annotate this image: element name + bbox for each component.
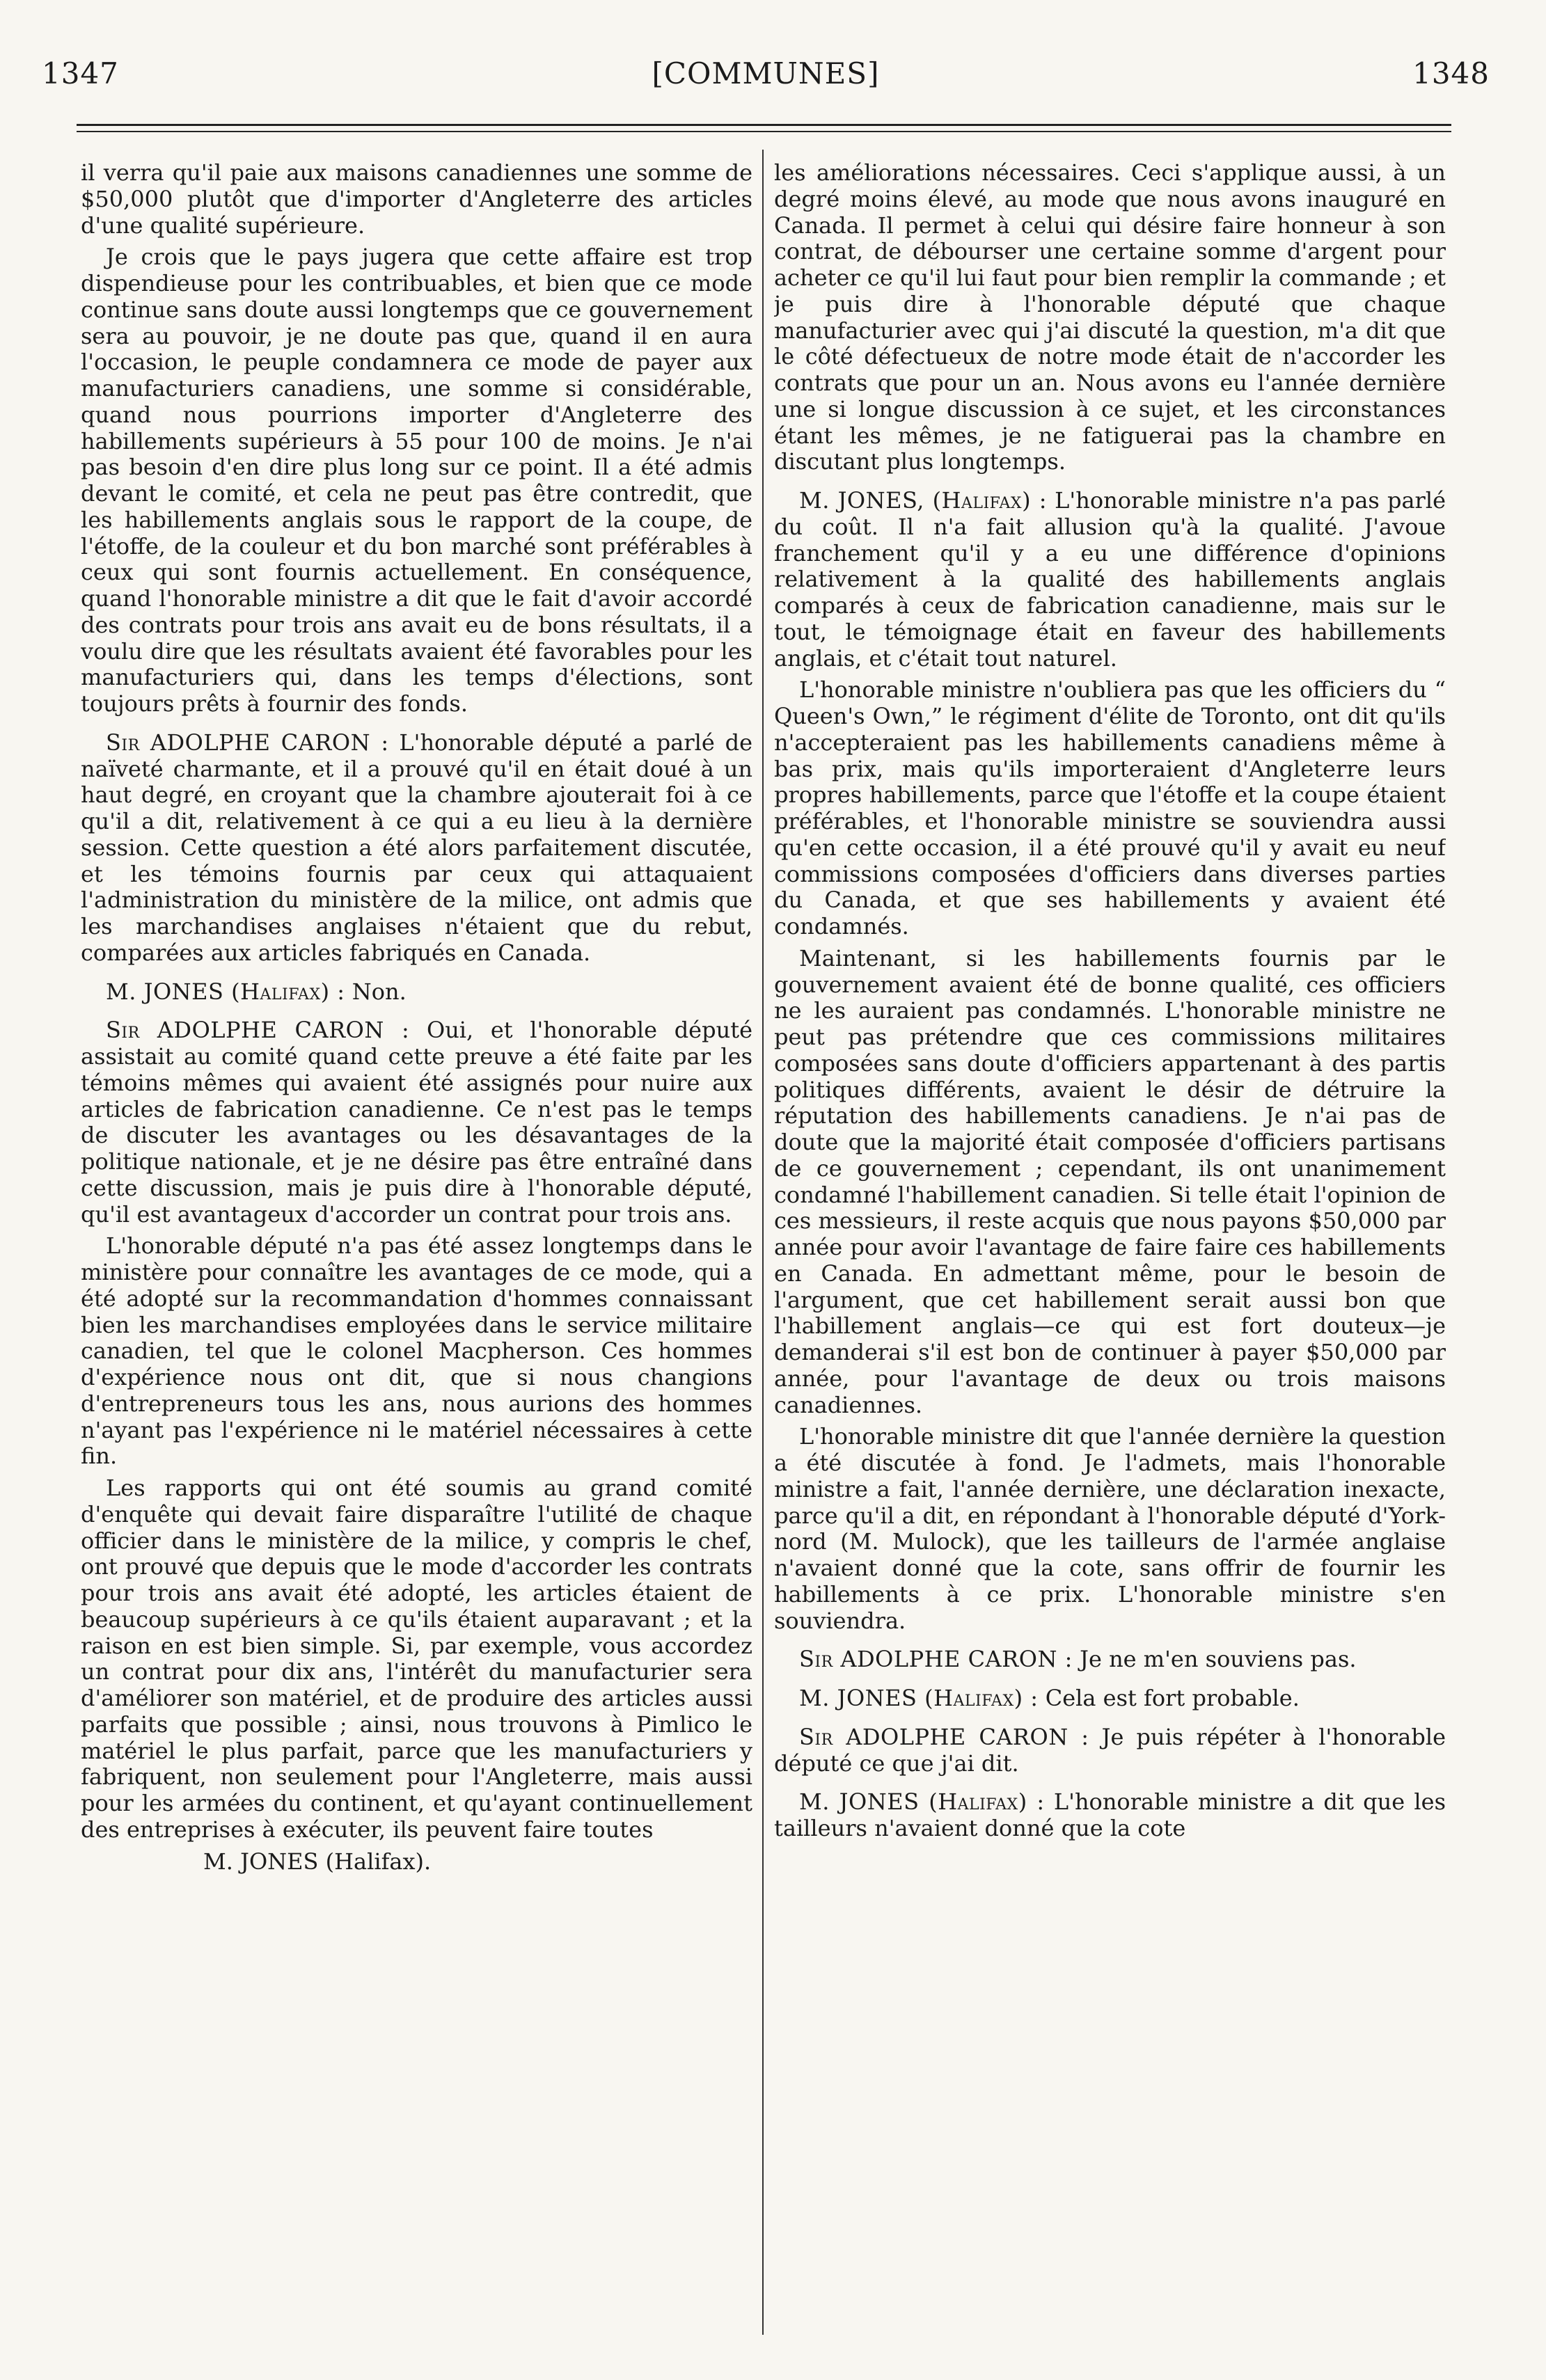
- paragraph: L'honorable député n'a pas été assez longtemps dans le ministère pour connaître les avantages de ce mode, qui a été adopté sur la recommandation d'hommes connaissant bien les marchandises employées dans le service militaire canadien, tel que le colonel Macpherson. Ces hommes d'expérience nous ont dit, que si nous changions d'entrepreneurs tous les ans, nous aurions des hommes n'ayant pas l'expérience ni le matériel nécessaires à cette fin.: [81, 1232, 752, 1470]
- speech: [81, 979, 752, 1006]
- speaker-name: Sir ADOLPHE CARON :: [106, 1017, 410, 1044]
- speech-text: Non.: [352, 978, 407, 1005]
- speech: [774, 1789, 1446, 1842]
- header-rule-bottom: [77, 131, 1451, 132]
- speech-text: Oui, et l'honorable député assistait au comité quand cette preuve a été faite par les témoins mêmes qui avaient été assignés pour nuire aux articles de fabrication canadienne. Ce n'est pas le temps de discuter les avantages ou les désavantages de la politique nationale, et je ne désire pas être entraîné dans cette discussion, mais je puis dire à l'honorable député, qu'il est avantageux d'accorder un contrat pour trois ans.: [81, 1017, 752, 1228]
- speech: [81, 1017, 752, 1228]
- right-page-number: 1348: [1412, 56, 1490, 90]
- speaker-name: Sir ADOLPHE CARON :: [106, 729, 389, 756]
- running-title: [COMMUNES]: [652, 56, 880, 90]
- paragraph: les améliorations nécessaires. Ceci s'applique aussi, à un degré moins élevé, au mode que nous avons inauguré en Canada. Il permet à celui qui désire faire honneur à son contrat, de débourser une certaine somme d'argent pour acheter ce qu'il lui faut pour bien remplir la commande ; et je puis dire à l'honorable député que chaque manufacturier avec qui j'ai discuté la question, m'a dit que le côté défectueux de notre mode était de n'accorder les contrats que pour un an. Nous avons eu l'année dernière une si longue discussion à ce sujet, et les circonstances étant les mêmes, je ne fatiguerai pas la chambre en discutant plus longtemps.: [774, 160, 1446, 475]
- speaker-name: Sir ADOLPHE CARON :: [799, 1646, 1073, 1673]
- speech-text: Cela est fort probable.: [1045, 1685, 1300, 1711]
- speech: [774, 1724, 1446, 1777]
- speech: [774, 1647, 1446, 1673]
- catchword: M. JONES (Halifax).: [203, 1848, 432, 1875]
- paragraph: L'honorable ministre dit que l'année dernière la question a été discutée à fond. Je l'admets, mais l'honorable ministre a fait, l'année dernière, une déclaration inexacte, parce qu'il a dit, en répondant à l'honorable député d'York-nord (M. Mulock), que les tailleurs de l'armée anglaise n'avaient donné que la cote, sans offrir de fournir les habillements à ce prix. L'honorable ministre s'en souviendra.: [774, 1423, 1446, 1634]
- left-page-number: 1347: [42, 56, 119, 90]
- speech-text: L'honorable député a parlé de naïveté charmante, et il a prouvé qu'il en était doué à un haut degré, en croyant que la chambre ajouterait foi à ce qu'il a dit, relativement à ce qui a eu lieu à la dernière session. Cette question a été alors parfaitement discutée, et les témoins fournis par ceux qui attaquaient l'administration du ministère de la milice, ont admis que les marchandises anglaises n'étaient que du rebut, comparées aux articles fabriqués en Canada.: [81, 729, 752, 966]
- speech-text: L'honorable ministre n'a pas parlé du coût. Il n'a fait allusion qu'à la qualité. J'avoue franchement qu'il y a eu une différence d'opinions relativement à la qualité des habillements anglais comparés à ceux de fabrication canadienne, mais sur le tout, le témoignage était en faveur des habillements anglais, et c'était tout naturel.: [774, 487, 1446, 672]
- paragraph: Je crois que le pays jugera que cette affaire est trop dispendieuse pour les contribuables, et bien que ce mode continue sans doute aussi longtemps que ce gouvernement sera au pouvoir, je ne doute pas que, quand il en aura l'occasion, le peuple condamnera ce mode de payer aux manufacturiers canadiens, une somme si considérable, quand nous pourrions importer d'Angleterre des habillements supérieurs à 55 pour 100 de moins. Je n'ai pas besoin d'en dire plus long sur ce point. Il a été admis devant le comité, et cela ne peut pas être contredit, que les habillements anglais sous le rapport de la coupe, de l'étoffe, de la couleur et du bon marché sont préférables à ceux qui sont fournis actuellement. En conséquence, quand l'honorable ministre a dit que le fait d'avoir accordé des contrats pour trois ans avait eu de bons résultats, il a voulu dire que les résultats avaient été favorables pour les manufacturiers qui, dans les temps d'élections, sont toujours prêts à fournir des fonds.: [81, 244, 752, 717]
- right-column: [774, 160, 1446, 2331]
- speech: [81, 730, 752, 967]
- speaker-name: M. JONES (Halifax) :: [106, 978, 345, 1005]
- column-divider: [762, 150, 764, 2335]
- speaker-name: M. JONES (Halifax) :: [799, 1685, 1039, 1711]
- left-column: [81, 160, 752, 2331]
- paragraph: Les rapports qui ont été soumis au grand comité d'enquête qui devait faire disparaître l'utilité de chaque officier dans le ministère de la milice, y compris le chef, ont prouvé que depuis que le mode d'accorder les contrats pour trois ans avait été adopté, les articles étaient de beaucoup supérieurs à ce qu'ils étaient auparavant ; et la raison en est bien simple. Si, par exemple, vous accordez un contrat pour dix ans, l'intérêt du manufacturier sera d'améliorer son matériel, et de produire des articles aussi parfaits que possible ; ainsi, nous trouvons à Pimlico le matériel le plus parfait, parce que les manufacturiers y fabriquent, non seulement pour l'Angleterre, mais aussi pour les armées du continent, et qu'ayant continuellement des entreprises à exécuter, ils peuvent faire toutes: [81, 1475, 752, 1843]
- page-header: [42, 49, 1490, 97]
- speech-text: Je ne m'en souviens pas.: [1080, 1646, 1357, 1673]
- speaker-name: M. JONES (Halifax) :: [799, 1788, 1045, 1816]
- paragraph: L'honorable ministre n'oubliera pas que les officiers du “ Queen's Own,” le régiment d'élite de Toronto, ont dit qu'ils n'accepteraient pas les habillements canadiens même à bas prix, mais qu'ils importeraient d'Angleterre leurs propres habillements, parce que l'étoffe et la coupe étaient préférables, et l'honorable ministre se souviendra aussi qu'en cette occasion, il a été prouvé qu'il y avait eu neuf commissions composées d'officiers dans diverses parties du Canada, et que ses habillements y avaient été condamnés.: [774, 676, 1446, 939]
- paragraph: il verra qu'il paie aux maisons canadiennes une somme de $50,000 plutôt que d'importer d'Angleterre des articles d'une qualité supérieure.: [81, 160, 752, 239]
- speaker-name: M. JONES, (Halifax) :: [799, 487, 1047, 514]
- header-rule-top: [77, 124, 1451, 126]
- speech: [774, 1685, 1446, 1712]
- speech-text: Je puis répéter à l'honorable député ce que j'ai dit.: [774, 1723, 1446, 1777]
- paragraph: Maintenant, si les habillements fournis par le gouvernement avaient été de bonne qualité, ces officiers ne les auraient pas condamnés. L'honorable ministre ne peut pas prétendre que ces commissions militaires composées sans doute d'officiers appartenant à des partis politiques différents, avaient le désir de détruire la réputation des habillements canadiens. Je n'ai pas de doute que la majorité était composée d'officiers partisans de ce gouvernement ; cependant, ils ont unanimement condamné l'habillement canadien. Si telle était l'opinion de ces messieurs, il reste acquis que nous payons $50,000 par année pour avoir l'avantage de faire faire ces habillements en Canada. En admettant même, pour le besoin de l'argument, que cet habillement serait aussi bon que l'habillement anglais—ce qui est fort douteux—je demanderai s'il est bon de continuer à payer $50,000 par année, pour l'avantage de deux ou trois maisons canadiennes.: [774, 944, 1446, 1418]
- speech: [774, 488, 1446, 672]
- speech-text: L'honorable ministre a dit que les tailleurs n'avaient donné que la cote: [774, 1788, 1446, 1841]
- speaker-name: Sir ADOLPHE CARON :: [799, 1723, 1089, 1750]
